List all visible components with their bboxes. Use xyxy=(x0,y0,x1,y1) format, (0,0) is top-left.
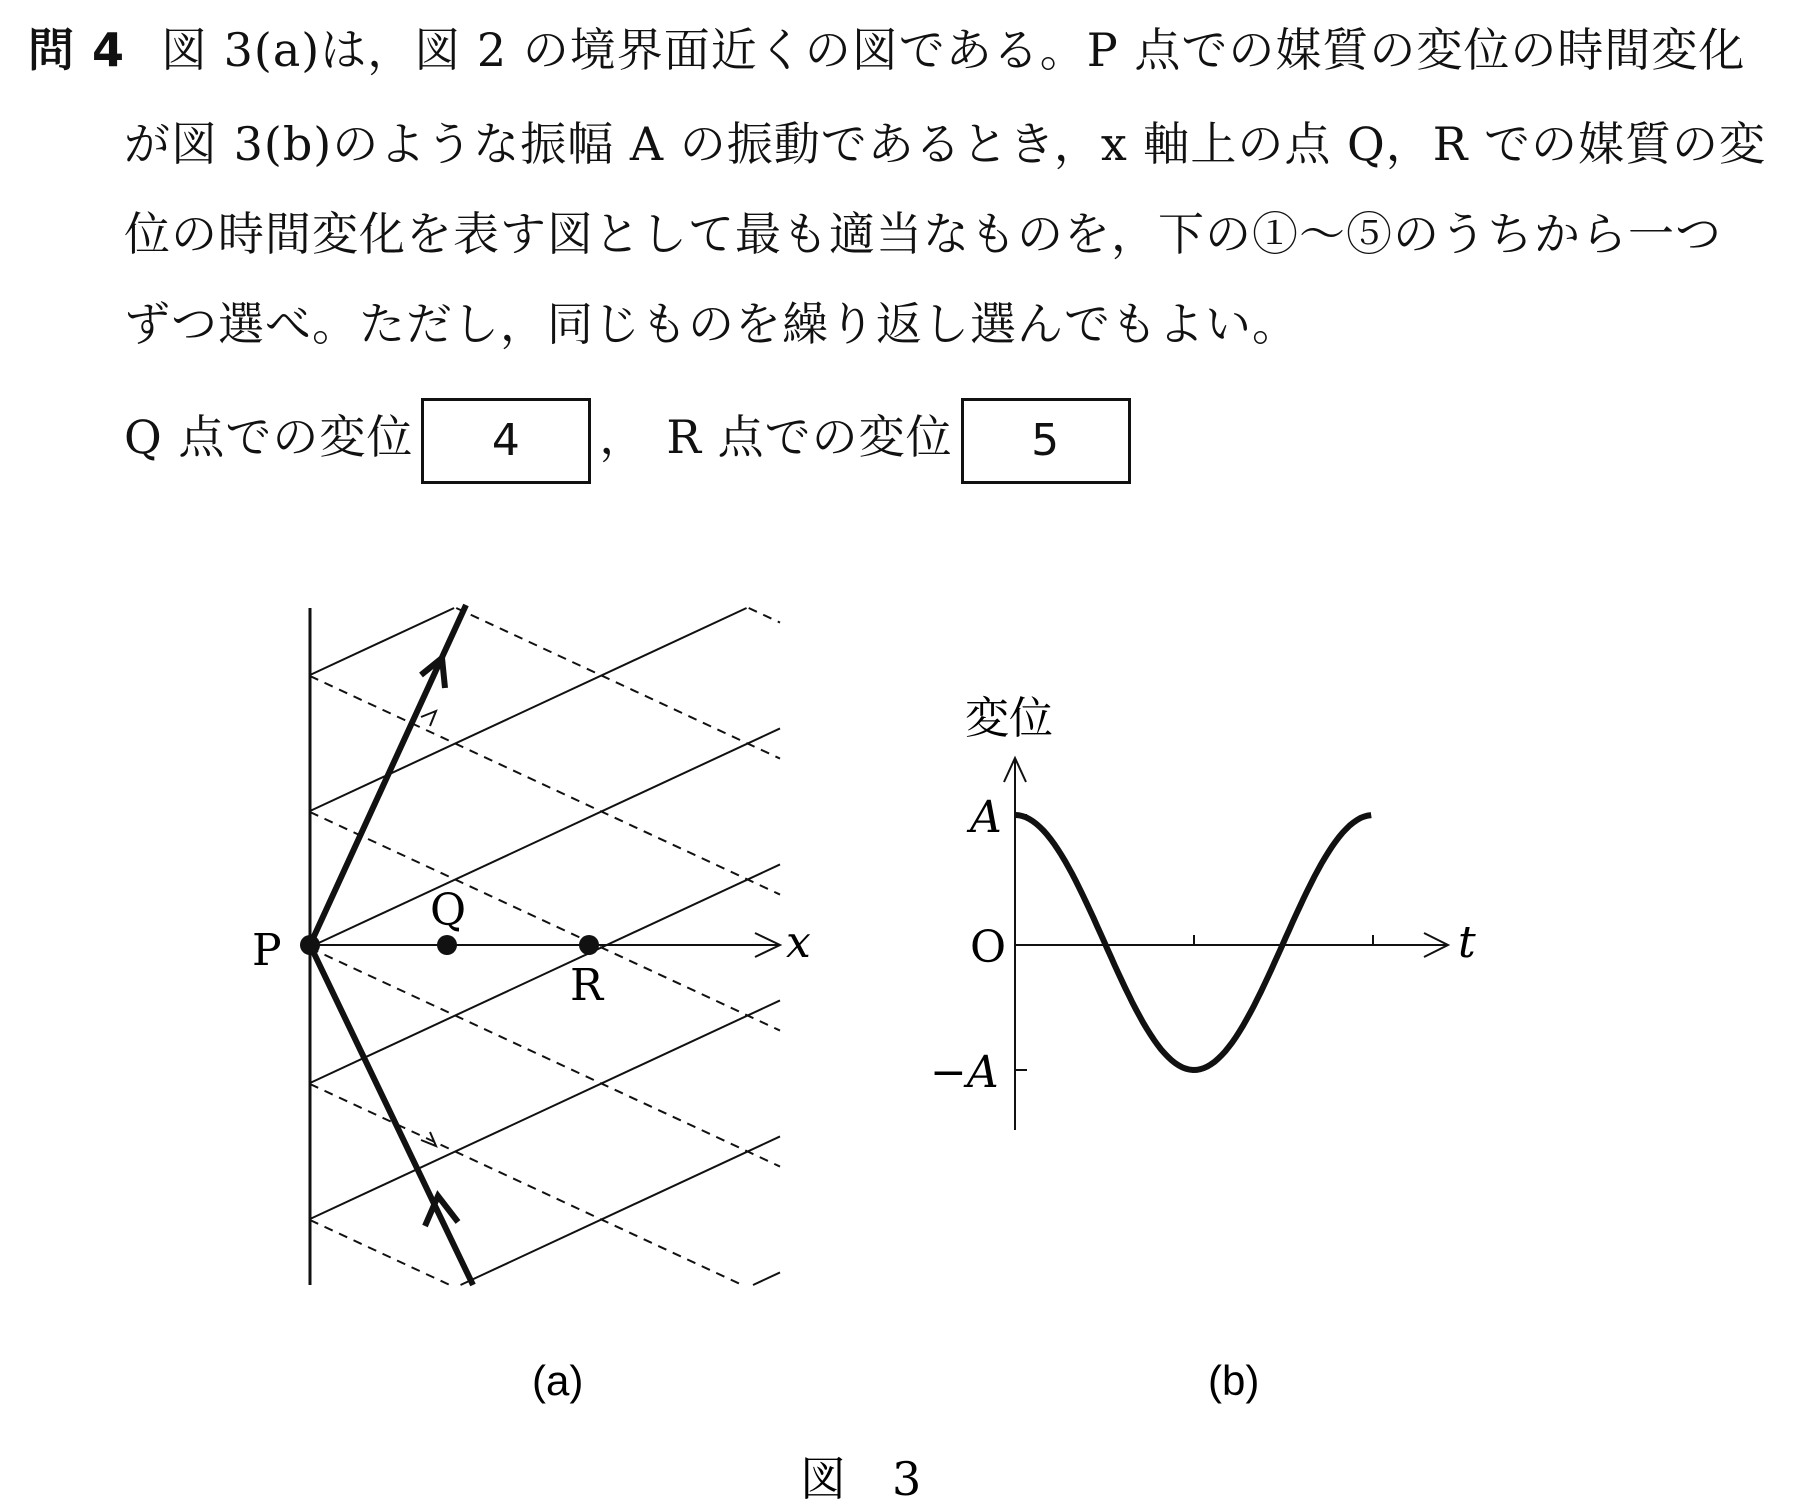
point-r xyxy=(579,935,599,955)
caption-b: (b) xyxy=(1208,1357,1260,1404)
label-p: P xyxy=(252,925,282,976)
figure-caption: 図 3 xyxy=(800,1452,922,1506)
figure-a xyxy=(252,605,811,1404)
point-p xyxy=(300,935,320,955)
solid-wavefronts xyxy=(310,608,780,1285)
solid-wavefront xyxy=(753,1272,780,1285)
solid-wavefront xyxy=(310,728,780,947)
figure-b xyxy=(930,693,1476,1404)
label-r: R xyxy=(570,960,604,1011)
dashed-wavefront xyxy=(456,608,780,759)
question-label: 問 4 xyxy=(28,23,126,77)
label-displacement: 変位 xyxy=(965,693,1053,744)
label-minus-A: −A xyxy=(930,1047,999,1098)
label-O: O xyxy=(970,922,1007,973)
dashed-wavefront xyxy=(310,948,780,1167)
answer-box-r[interactable]: 5 xyxy=(961,398,1131,484)
dashed-wavefront xyxy=(310,812,780,1031)
incident-ray xyxy=(310,945,473,1285)
dashed-wavefront xyxy=(749,608,780,623)
label-x: x xyxy=(786,917,811,968)
answer-box-q[interactable]: 4 xyxy=(421,398,591,484)
question-line-2: が図 3(b)のような振幅 A の振動であるとき，x 軸上の点 Q，R での媒質の変 xyxy=(124,117,1767,171)
solid-wavefront xyxy=(461,1136,780,1285)
dashed-wavefront xyxy=(310,1220,450,1285)
label-q: Q xyxy=(430,885,467,936)
solid-wavefront xyxy=(310,1000,780,1219)
r-prefix: R 点での変位 xyxy=(666,410,953,464)
solid-wavefront xyxy=(310,608,747,811)
question-line-3: 位の時間変化を表す図として最も適当なものを，下の①〜⑤のうちから一つ xyxy=(124,207,1722,261)
right-angle-mark-top xyxy=(421,711,436,726)
label-t: t xyxy=(1458,917,1476,968)
label-A: A xyxy=(970,792,1002,843)
point-q xyxy=(437,935,457,955)
solid-wavefront xyxy=(310,864,780,1083)
answer-separator: ， xyxy=(599,410,647,464)
q-prefix: Q 点での変位 xyxy=(124,410,414,464)
dashed-wavefronts xyxy=(310,608,780,1285)
caption-a: (a) xyxy=(532,1357,584,1404)
question-line-4: ずつ選べ。ただし，同じものを繰り返し選んでもよい。 xyxy=(124,297,1299,351)
question-text-1: 図 3(a)は，図 2 の境界面近くの図である。P 点での媒質の変位の時間変化 xyxy=(161,23,1746,77)
